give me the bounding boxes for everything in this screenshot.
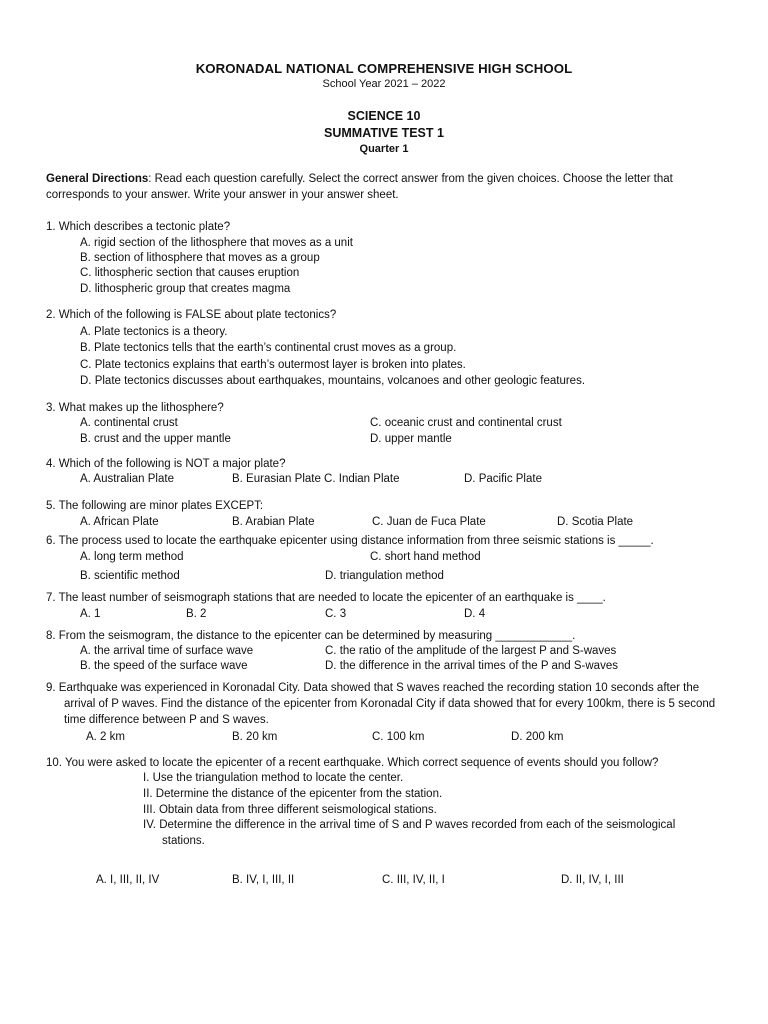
q7-choice-c: C. 3 bbox=[325, 608, 347, 620]
q8-stem: 8. From the seismogram, the distance to the epicenter can be determined by measuring ____________. bbox=[46, 630, 576, 642]
q2-choice-a: A. Plate tectonics is a theory. bbox=[80, 326, 228, 338]
q3-choice-c: C. oceanic crust and continental crust bbox=[370, 417, 562, 429]
subject-title: SCIENCE 10 bbox=[347, 109, 421, 123]
q6-choice-a: A. long term method bbox=[80, 551, 184, 563]
q7-stem: 7. The least number of seismograph stations that are needed to locate the epicenter of an earthquake is ____. bbox=[46, 592, 606, 604]
q6-choice-d: D. triangulation method bbox=[325, 570, 444, 582]
q9-line-2: arrival of P waves. Find the distance of the epicenter from Koronadal City if data showed that for every 100km, there is 5 second bbox=[64, 698, 716, 710]
q9-choice-d: D. 200 km bbox=[511, 731, 564, 743]
q9-line-3: time difference between P and S waves. bbox=[64, 714, 269, 726]
q9-choice-b: B. 20 km bbox=[232, 731, 278, 743]
q1-choice-d: D. lithospheric group that creates magma bbox=[80, 283, 291, 295]
q8-choice-a: A. the arrival time of surface wave bbox=[80, 645, 254, 657]
q4-choice-bc: B. Eurasian Plate C. Indian Plate bbox=[232, 473, 400, 485]
q10-step-iv-cont: stations. bbox=[162, 835, 205, 847]
q1-choice-b: B. section of lithosphere that moves as a group bbox=[80, 252, 320, 264]
q10-step-i: I. Use the triangulation method to locate the center. bbox=[143, 772, 404, 784]
q5-choice-d: D. Scotia Plate bbox=[557, 516, 634, 528]
q10-step-iv: IV. Determine the difference in the arrival time of S and P waves recorded from each of the seismological bbox=[143, 819, 676, 831]
q4-stem: 4. Which of the following is NOT a major plate? bbox=[46, 458, 286, 470]
q2-choice-b: B. Plate tectonics tells that the earth’s continental crust moves as a group. bbox=[80, 342, 457, 354]
school-year: School Year 2021 – 2022 bbox=[322, 78, 446, 90]
q8-choice-d: D. the difference in the arrival times of the P and S-waves bbox=[325, 660, 618, 672]
q5-choice-b: B. Arabian Plate bbox=[232, 516, 315, 528]
q10-step-iii: III. Obtain data from three different seismological stations. bbox=[143, 804, 437, 816]
directions-line-1 bbox=[46, 172, 673, 187]
q7-choice-b: B. 2 bbox=[186, 608, 207, 620]
q2-choice-d: D. Plate tectonics discusses about earthquakes, mountains, volcanoes and other geologic features. bbox=[80, 375, 586, 387]
q7-choice-a: A. 1 bbox=[80, 608, 101, 620]
q10-choice-d: D. II, IV, I, III bbox=[561, 874, 624, 886]
q3-stem: 3. What makes up the lithosphere? bbox=[46, 402, 224, 414]
q6-choice-b: B. scientific method bbox=[80, 570, 180, 582]
q3-choice-b: B. crust and the upper mantle bbox=[80, 433, 231, 445]
q1-stem: 1. Which describes a tectonic plate? bbox=[46, 221, 231, 233]
directions-line-2: corresponds to your answer. Write your answer in your answer sheet. bbox=[46, 189, 399, 201]
q10-choice-a: A. I, III, II, IV bbox=[96, 874, 160, 886]
q7-choice-d: D. 4 bbox=[464, 608, 486, 620]
test-title: SUMMATIVE TEST 1 bbox=[324, 126, 444, 140]
q9-line-1: 9. Earthquake was experienced in Koronadal City. Data showed that S waves reached the recording station 10 seconds after the bbox=[46, 682, 700, 694]
directions-label: General Directions bbox=[46, 173, 149, 185]
q4-choice-d: D. Pacific Plate bbox=[464, 473, 542, 485]
q3-choice-d: D. upper mantle bbox=[370, 433, 452, 445]
q8-choice-c: C. the ratio of the amplitude of the largest P and S-waves bbox=[325, 645, 617, 657]
q3-choice-a: A. continental crust bbox=[80, 417, 178, 429]
q10-step-ii: II. Determine the distance of the epicenter from the station. bbox=[143, 788, 443, 800]
q8-choice-b: B. the speed of the surface wave bbox=[80, 660, 248, 672]
q5-choice-a: A. African Plate bbox=[80, 516, 159, 528]
q2-stem: 2. Which of the following is FALSE about plate tectonics? bbox=[46, 309, 337, 321]
q5-choice-c: C. Juan de Fuca Plate bbox=[372, 516, 486, 528]
q9-choice-c: C. 100 km bbox=[372, 731, 425, 743]
q10-choice-b: B. IV, I, III, II bbox=[232, 874, 295, 886]
q1-choice-c: C. lithospheric section that causes eruption bbox=[80, 267, 300, 279]
q6-choice-c: C. short hand method bbox=[370, 551, 481, 563]
school-name: KORONADAL NATIONAL COMPREHENSIVE HIGH SCHOOL bbox=[195, 61, 573, 76]
directions-text-1: : Read each question carefully. Select the correct answer from the given choices. Choose the letter that bbox=[148, 173, 673, 185]
q5-stem: 5. The following are minor plates EXCEPT: bbox=[46, 500, 264, 512]
q10-stem: 10. You were asked to locate the epicenter of a recent earthquake. Which correct sequence of events should you follow? bbox=[46, 757, 659, 769]
q2-choice-c: C. Plate tectonics explains that earth’s outermost layer is broken into plates. bbox=[80, 359, 466, 371]
q1-choice-a: A. rigid section of the lithosphere that moves as a unit bbox=[80, 237, 353, 249]
q4-choice-a: A. Australian Plate bbox=[80, 473, 174, 485]
quarter-label: Quarter 1 bbox=[359, 143, 409, 155]
q9-choice-a: A. 2 km bbox=[86, 731, 125, 743]
q6-stem: 6. The process used to locate the earthquake epicenter using distance information from three seismic stations is _____. bbox=[46, 535, 654, 547]
q10-choice-c: C. III, IV, II, I bbox=[382, 874, 445, 886]
